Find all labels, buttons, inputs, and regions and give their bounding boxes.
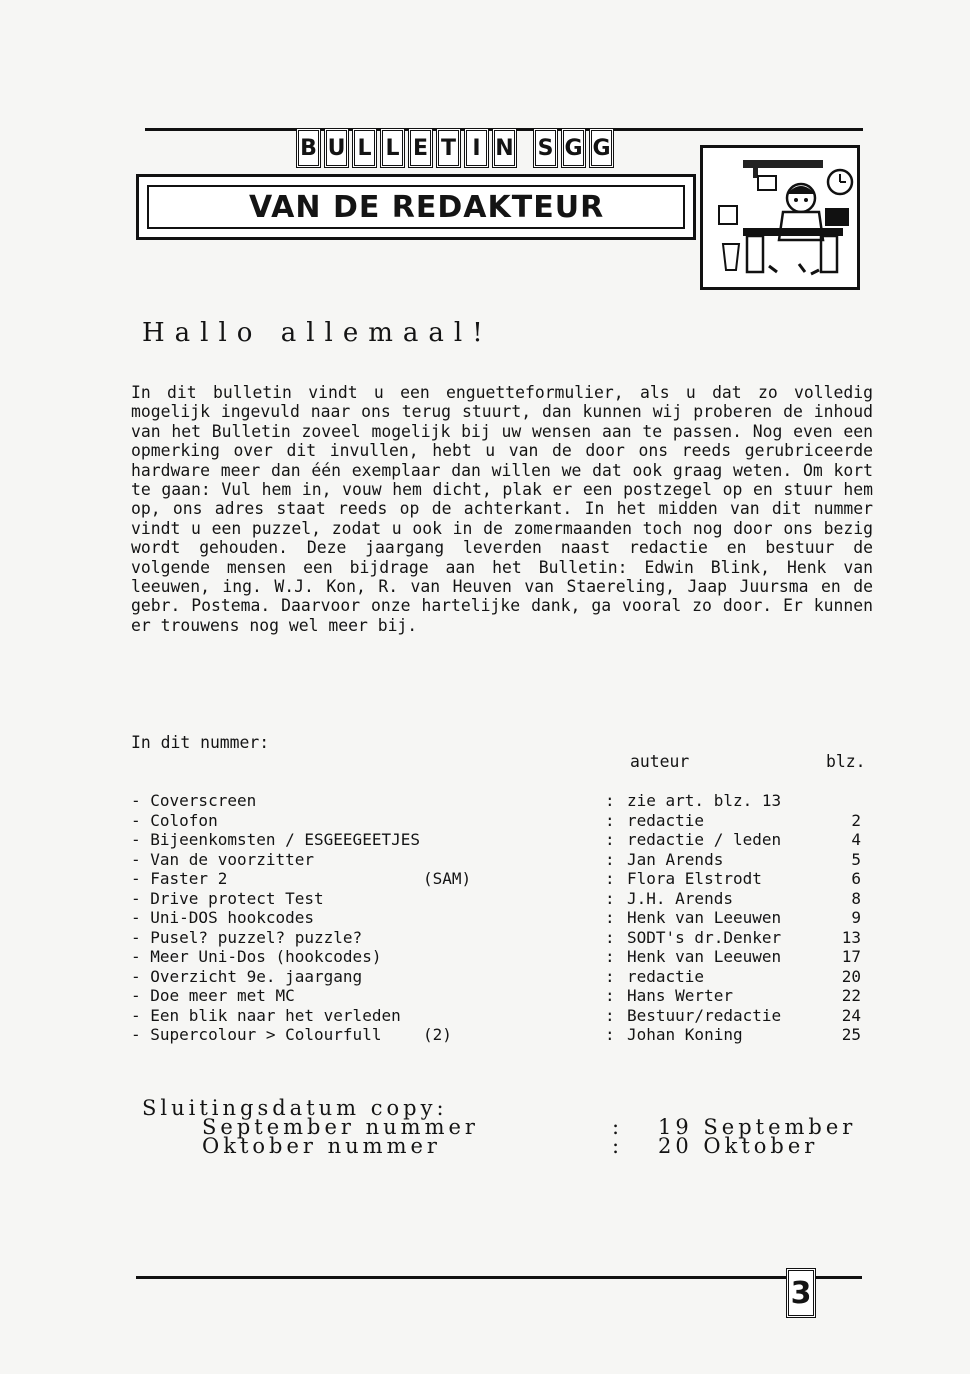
toc-row <box>131 928 871 948</box>
toc-page: 13 <box>841 927 861 947</box>
banner-title: VAN DE REDAKTEUR <box>147 185 685 229</box>
toc-title: - Een blik naar het verleden <box>131 1005 401 1025</box>
toc-author: Henk van Leeuwen <box>627 908 782 927</box>
toc-row <box>131 869 871 889</box>
toc-author: SODT's dr.Denker <box>627 927 782 947</box>
toc-row <box>131 889 871 909</box>
deadline-heading: Sluitingsdatum copy: <box>142 1096 448 1120</box>
toc-colon: : <box>605 830 615 849</box>
logo-letter: L <box>380 128 405 168</box>
greeting: Hallo allemaal! <box>142 318 493 348</box>
table-of-contents <box>131 791 871 1045</box>
toc-title: - Bijeenkomsten / ESGEEGEETJES <box>131 830 420 849</box>
toc-page: 17 <box>841 947 861 966</box>
toc-colon: : <box>605 810 615 830</box>
logo-letter: T <box>436 128 461 168</box>
toc-column-page: blz. <box>826 752 866 771</box>
toc-title: - Uni-DOS hookcodes <box>131 908 315 927</box>
toc-row <box>131 1025 871 1045</box>
toc-colon: : <box>605 927 615 947</box>
toc-title: - Doe meer met MC <box>131 986 295 1005</box>
toc-row <box>131 908 871 928</box>
toc-page: 5 <box>851 849 861 869</box>
toc-page: 2 <box>851 810 861 830</box>
toc-colon: : <box>605 908 615 927</box>
logo-letter <box>520 128 530 168</box>
deadline-date: 19 September <box>658 1115 857 1139</box>
toc-row <box>131 830 871 850</box>
bulletin-sgg-logo <box>296 128 614 168</box>
toc-author: J.H. Arends <box>627 888 733 908</box>
bottom-rule <box>136 1276 862 1279</box>
intro-text: In dit bulletin vindt u een enguetteformulier, als u dat zo volledig mogelijk ingevuld naar ons terug stuurt, dan kunnen wij proberen de inhoud van het Bulletin zoveel mogelijk bij uw wensen aan te passen. Nog even een opmerking over dit invullen, hebt u van de door ons reeds gerubriceerde hardware meer dan één exemplaar dan willen we dat ook graag weten. Om kort te gaan: Vul hem in, vouw hem dicht, plak er een postzegel op en stuur hem op, ons adres staat reeds op de achterkant. In het midden van dit nummer vindt u een puzzel, zodat u ook in de zomermaanden toch nog door ons bezig wordt gehouden. Deze jaargang leverden naast redactie en bestuur de volgende mensen een bijdrage aan het Bulletin: Edwin Blink, Henk van leeuwen, ing. W.J. Kon, R. van Heuven van Staereling, Jaap Juursma en de gebr. Postema. Daarvoor onze hartelijke dank, ga vooral zo door. Er kunnen er trouwens nog wel meer bij. <box>131 383 873 635</box>
deadline-issue: Oktober nummer <box>202 1134 441 1158</box>
toc-author: redactie / leden <box>627 830 782 849</box>
toc-colon: : <box>605 947 615 966</box>
toc-row <box>131 947 871 967</box>
toc-title: - Meer Uni-Dos (hookcodes) <box>131 947 382 966</box>
toc-page: 4 <box>851 830 861 849</box>
deadline-section <box>142 1096 857 1158</box>
toc-row <box>131 811 871 831</box>
toc-author: Johan Koning <box>627 1025 743 1044</box>
toc-author: redactie <box>627 810 705 830</box>
deadline-issue: September nummer <box>202 1115 479 1139</box>
toc-row <box>131 850 871 870</box>
logo-letter: B <box>296 128 321 168</box>
toc-extra: (SAM) <box>423 869 472 888</box>
logo-letter: G <box>561 128 586 168</box>
deadline-date: 20 Oktober <box>658 1134 819 1158</box>
logo-letter: N <box>492 128 517 168</box>
toc-column-author: auteur <box>630 752 690 771</box>
toc-page: 20 <box>841 966 861 986</box>
toc-author: Henk van Leeuwen <box>627 947 782 966</box>
toc-title: - Van de voorzitter <box>131 849 315 869</box>
toc-author: redactie <box>627 966 705 986</box>
toc-page: 24 <box>841 1005 861 1025</box>
deadline-colon: : <box>612 1115 624 1139</box>
toc-author: zie art. blz. 13 <box>627 791 782 810</box>
toc-page: 6 <box>851 869 861 888</box>
toc-colon: : <box>605 888 615 908</box>
logo-letter: L <box>352 128 377 168</box>
toc-extra: (2) <box>423 1025 452 1044</box>
toc-title: - Drive protect Test <box>131 888 324 908</box>
toc-colon: : <box>605 966 615 986</box>
toc-colon: : <box>605 986 615 1005</box>
toc-author: Hans Werter <box>627 986 733 1005</box>
toc-colon: : <box>605 791 615 810</box>
title-banner <box>136 174 696 240</box>
toc-author: Jan Arends <box>627 849 724 869</box>
toc-colon: : <box>605 1025 615 1044</box>
toc-author: Bestuur/redactie <box>627 1005 782 1025</box>
toc-title: - Colofon <box>131 810 218 830</box>
toc-page: 9 <box>851 908 861 927</box>
toc-title: - Overzicht 9e. jaargang <box>131 966 363 986</box>
toc-author: Flora Elstrodt <box>627 869 762 888</box>
logo-letter: S <box>533 128 558 168</box>
toc-page: 25 <box>841 1025 861 1044</box>
toc-colon: : <box>605 849 615 869</box>
toc-row <box>131 967 871 987</box>
toc-title: - Faster 2 <box>131 869 228 888</box>
toc-title: - Pusel? puzzel? puzzle? <box>131 927 363 947</box>
toc-row <box>131 986 871 1006</box>
toc-page: 8 <box>851 888 861 908</box>
toc-colon: : <box>605 1005 615 1025</box>
toc-title: - Coverscreen <box>131 791 257 810</box>
logo-letter: I <box>464 128 489 168</box>
toc-heading: In dit nummer: <box>131 733 270 752</box>
page-number: 3 <box>786 1268 816 1318</box>
logo-letter: U <box>324 128 349 168</box>
deadline-row <box>142 1134 819 1158</box>
deadline-colon: : <box>612 1134 624 1158</box>
logo-letter: G <box>589 128 614 168</box>
toc-row <box>131 1006 871 1026</box>
editor-at-desk-icon <box>700 145 860 290</box>
toc-page: 22 <box>841 986 861 1005</box>
logo-letter: E <box>408 128 433 168</box>
toc-colon: : <box>605 869 615 888</box>
toc-row <box>131 791 871 811</box>
toc-title: - Supercolour > Colourfull <box>131 1025 382 1044</box>
